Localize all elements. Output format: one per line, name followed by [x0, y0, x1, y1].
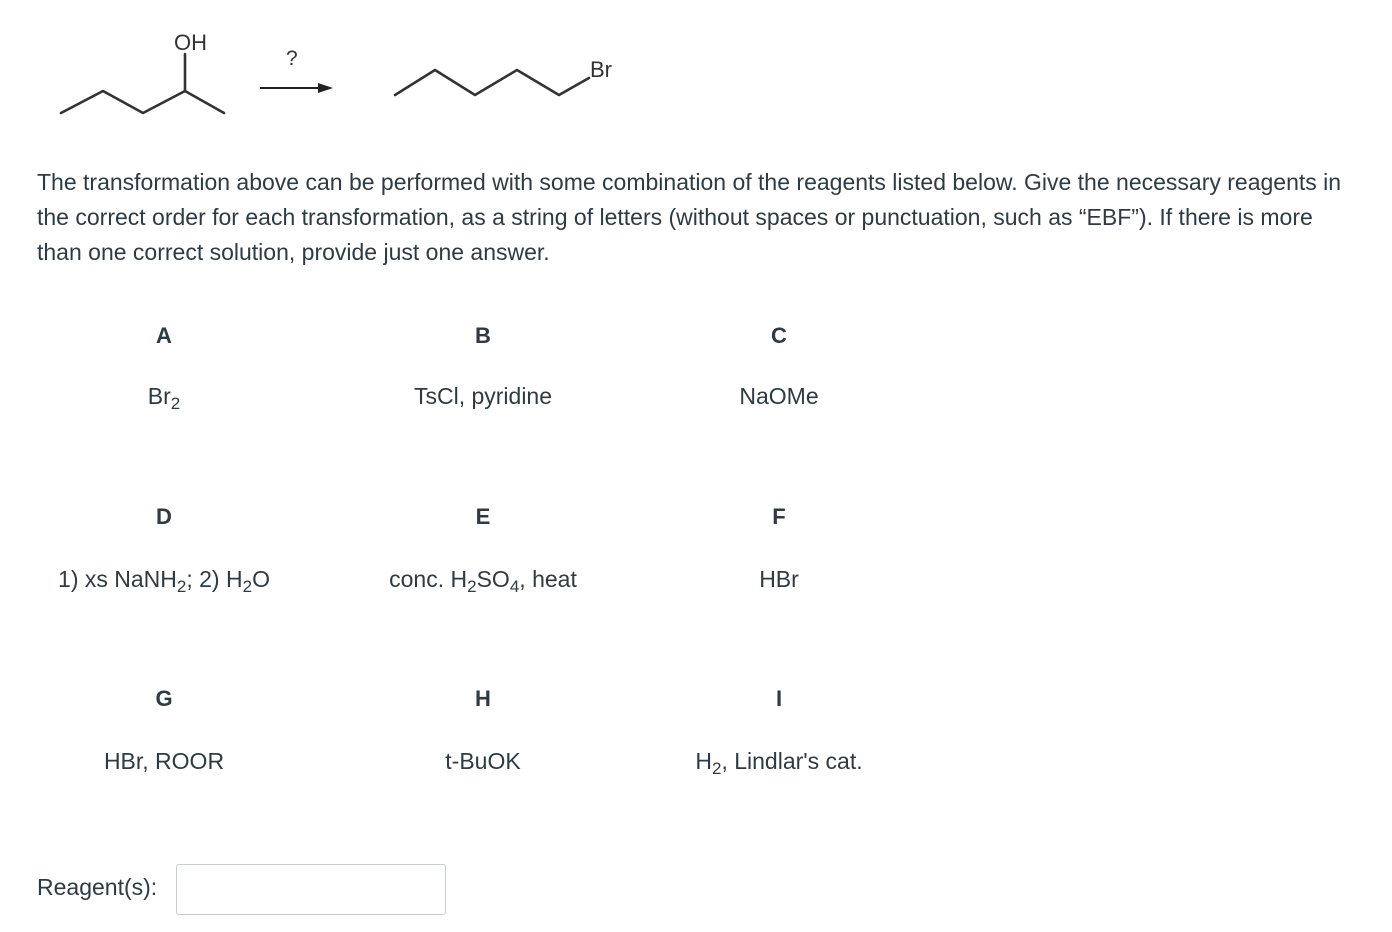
reagent-letter-i: I	[775, 686, 783, 711]
reagent-g	[0, 746, 334, 776]
reagent-text: HBr, ROOR	[103, 748, 225, 774]
subscript: 2	[176, 577, 187, 596]
arrow-question-label: ?	[286, 47, 298, 70]
question-text: The transformation above can be performed with some combination of the reagents listed below. Give the necessary reagents in the correct order for each transformation, as a string of letters (without spaces or punctuation, such as “EBF”). If there is more than one correct solution, provide just one answer.	[37, 169, 1342, 265]
product-br-label: Br	[590, 57, 612, 82]
reagent-e	[313, 564, 653, 594]
reagent-text: Br	[147, 383, 171, 409]
reagent-text: HBr	[759, 566, 799, 592]
reagent-letter-e: E	[475, 504, 491, 529]
reagent-d	[0, 564, 334, 594]
reagent-text: conc. H	[389, 566, 468, 592]
subscript: 2	[467, 577, 477, 596]
subscript: 4	[509, 577, 520, 596]
reagent-letter-f: F	[772, 504, 786, 529]
reagent-a	[0, 381, 334, 411]
reactant-oh-label: OH	[174, 30, 207, 55]
reagent-text: TsCl, pyridine	[413, 383, 553, 409]
reagent-text: SO	[476, 566, 510, 592]
reagent-text: NaOMe	[739, 383, 819, 409]
reagent-h	[313, 746, 653, 776]
reagent-i	[609, 746, 949, 776]
subscript: 2	[170, 394, 181, 413]
reagent-answer-input[interactable]	[176, 864, 446, 915]
reagent-letter-d: D	[156, 504, 172, 529]
reagent-text: O	[252, 566, 270, 592]
reagent-f	[609, 564, 949, 594]
reagent-answer-label: Reagent(s):	[37, 874, 158, 900]
reagent-letter-g: G	[155, 686, 173, 711]
reagent-text: H	[695, 748, 712, 774]
reagent-text: ; 2) H	[186, 566, 243, 592]
reagent-text: , heat	[519, 566, 577, 592]
reagent-b	[313, 381, 653, 411]
subscript: 2	[242, 577, 253, 596]
reagent-letter-c: C	[771, 323, 787, 348]
reagent-c	[609, 381, 949, 411]
subscript: 2	[711, 759, 722, 778]
reagent-text: , Lindlar's cat.	[721, 748, 863, 774]
reagent-text: t-BuOK	[445, 748, 521, 774]
reagent-letter-h: H	[475, 686, 491, 711]
reagent-letter-a: A	[156, 323, 172, 348]
reagent-letter-b: B	[475, 323, 491, 348]
reagent-text: 1) xs NaNH	[58, 566, 177, 592]
